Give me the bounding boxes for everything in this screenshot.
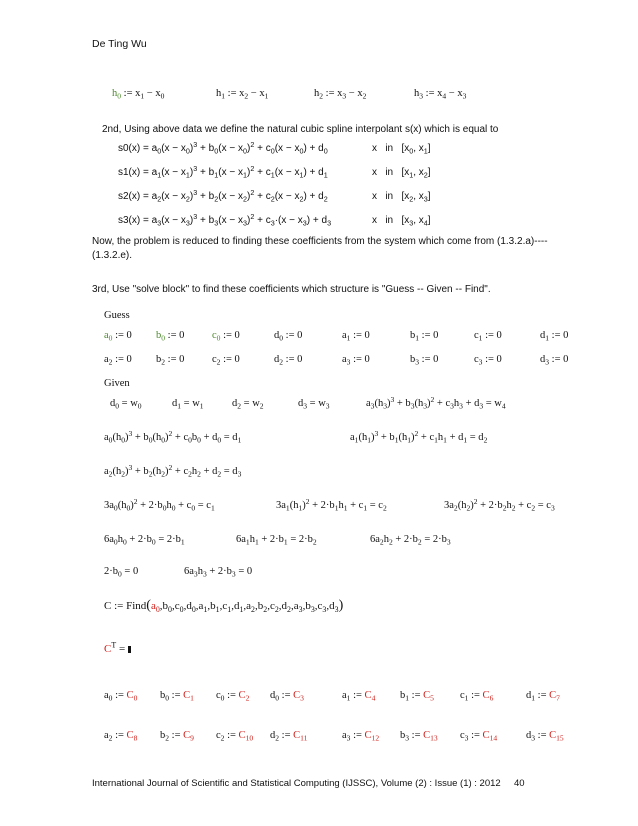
- assign-b2: $b_2$ := $C_9$: [160, 730, 194, 743]
- given-cont-2: $a_2(h_2)^3 + b_2(h_2)^2 + c_2h_2 + d_2 = d_3$: [104, 462, 242, 479]
- assign-a2: $a_2$ := $C_8$: [104, 730, 138, 743]
- given-d3: $d_3 = w_3$: [298, 398, 330, 411]
- assign-d3: $d_3$ := $C_{15}$: [526, 730, 564, 743]
- spline-interval-1: x in [$x_1$, $x_2$]: [372, 167, 431, 180]
- assign-b1: $b_1$ := $C_5$: [400, 690, 434, 703]
- given-d1-0: $3a_0(h_0)^2 + 2\cdot b_0h_0 + c_0 = c_1$: [104, 496, 215, 513]
- h-def-1: $h_1$ := $x_2 - x_1$: [216, 88, 269, 101]
- page-number: 40: [514, 778, 525, 789]
- assign-d1: $d_1$ := $C_7$: [526, 690, 560, 703]
- given-label: Given: [104, 378, 130, 389]
- guess-a0: $a_0$ := 0: [104, 330, 132, 343]
- find-args: $a_0,b_0,c_0,d_0,a_1,b_1,c_1,d_1,a_2,b_2,c_2,d_2,a_3,b_3,c_3,d_3$: [150, 600, 339, 614]
- spline-0: $s0(x) = a_0(x - x_0)^3 + b_0(x - x_0)^2 + c_0(x - x_0) + d_0$: [118, 140, 328, 156]
- guess-a3: $a_3$ := 0: [342, 354, 370, 367]
- given-d1-1: $3a_1(h_1)^2 + 2\cdot b_1h_1 + c_1 = c_2$: [276, 496, 387, 513]
- result-placeholder: [128, 646, 131, 653]
- author-header: De Ting Wu: [92, 38, 147, 50]
- given-d0: $d_0 = w_0$: [110, 398, 142, 411]
- assign-c2: $c_2$ := $C_{10}$: [216, 730, 254, 743]
- guess-label: Guess: [104, 310, 130, 321]
- step2-text: 2nd, Using above data we define the natural cubic spline interpolant s(x) which is equal to: [102, 124, 499, 135]
- guess-a2: $a_2$ := 0: [104, 354, 132, 367]
- guess-c1: $c_1$ := 0: [474, 330, 502, 343]
- assign-a3: $a_3$ := $C_{12}$: [342, 730, 380, 743]
- given-cont-1: $a_1(h_1)^3 + b_1(h_1)^2 + c_1h_1 + d_1 = d_2$: [350, 428, 488, 445]
- h-def-0: $h_0$ := $x_1 - x_0$: [112, 88, 165, 101]
- ct-result: [104, 640, 131, 655]
- guess-b1: $b_1$ := 0: [410, 330, 439, 343]
- given-d2-0: $6a_0h_0 + 2\cdot b_0 = 2\cdot b_1$: [104, 534, 185, 547]
- assign-b0: $b_0$ := $C_1$: [160, 690, 194, 703]
- h-def-3: $h_3$ := $x_4 - x_3$: [414, 88, 467, 101]
- ct-symbol: C: [104, 643, 112, 655]
- assign-c3: $c_3$ := $C_{14}$: [460, 730, 498, 743]
- spline-interval-2: x in [$x_2$, $x_3$]: [372, 191, 431, 204]
- ct-superscript: T: [111, 640, 117, 650]
- assign-c1: $c_1$ := $C_6$: [460, 690, 494, 703]
- guess-d2: $d_2$ := 0: [274, 354, 303, 367]
- guess-b0: $b_0$ := 0: [156, 330, 185, 343]
- guess-b2: $b_2$ := 0: [156, 354, 185, 367]
- guess-d3: $d_3$ := 0: [540, 354, 569, 367]
- guess-b3: $b_3$ := 0: [410, 354, 439, 367]
- ct-equals: =: [118, 643, 126, 655]
- assign-d0: $d_0$ := $C_3$: [270, 690, 304, 703]
- spline-3: $s3(x) = a_3(x - x_3)^3 + b_3(x - x_3)^2 + c_3\cdot(x - x_3) + d_3$: [118, 212, 332, 228]
- guess-c0: $c_0$ := 0: [212, 330, 240, 343]
- guess-d1: $d_1$ := 0: [540, 330, 569, 343]
- note-line1: Now, the problem is reduced to finding these coefficients from the system which come from (1.3.2.a)----: [92, 236, 548, 247]
- journal-footer: International Journal of Scientific and Statistical Computing (IJSSC), Volume (2) : Issue (1) : 2012: [92, 778, 501, 789]
- note-line2: (1.3.2.e).: [92, 250, 133, 261]
- given-d2-1: $6a_1h_1 + 2\cdot b_1 = 2\cdot b_2$: [236, 534, 317, 547]
- assign-a1: $a_1$ := $C_4$: [342, 690, 376, 703]
- spline-interval-3: x in [$x_3$, $x_4$]: [372, 215, 431, 228]
- guess-a1: $a_1$ := 0: [342, 330, 370, 343]
- given-d1: $d_1 = w_1$: [172, 398, 204, 411]
- guess-c2: $c_2$ := 0: [212, 354, 240, 367]
- assign-a0: $a_0$ := $C_0$: [104, 690, 138, 703]
- given-eq-w4: $a_3(h_3)^3 + b_3(h_3)^2 + c_3h_3 + d_3 = w_4$: [366, 394, 506, 411]
- guess-d0: $d_0$ := 0: [274, 330, 303, 343]
- spline-2: $s2(x) = a_2(x - x_2)^3 + b_2(x - x_2)^2 + c_2(x - x_2) + d_2$: [118, 188, 328, 204]
- given-cont-0: $a_0(h_0)^3 + b_0(h_0)^2 + c_0b_0 + d_0 = d_1$: [104, 428, 242, 445]
- assign-d2: $d_2$ := $C_{11}$: [270, 730, 308, 743]
- given-d2: $d_2 = w_2$: [232, 398, 264, 411]
- find-statement: C := $Find(a_0,b_0,c_0,d_0,a_1,b_1,c_1,d_1,a_2,b_2,c_2,d_2,a_3,b_3,c_3,d_3)$: [104, 598, 344, 614]
- given-bc-0: $2\cdot b_0 = 0$: [104, 566, 139, 579]
- spline-interval-0: x in [$x_0$, $x_1$]: [372, 143, 431, 156]
- given-bc-3: $6a_3h_3 + 2\cdot b_3 = 0$: [184, 566, 253, 579]
- assign-c0: $c_0$ := $C_2$: [216, 690, 250, 703]
- guess-c3: $c_3$ := 0: [474, 354, 502, 367]
- find-lhs: C := Find: [104, 600, 147, 612]
- h-def-2: $h_2$ := $x_3 - x_2$: [314, 88, 367, 101]
- assign-b3: $b_3$ := $C_{13}$: [400, 730, 438, 743]
- given-d2-2: $6a_2h_2 + 2\cdot b_2 = 2\cdot b_3$: [370, 534, 451, 547]
- step3-text: 3rd, Use "solve block" to find these coefficients which structure is "Guess -- Given -- Find".: [92, 284, 491, 295]
- spline-1: $s1(x) = a_1(x - x_1)^3 + b_1(x - x_1)^2 + c_1(x - x_1) + d_1$: [118, 164, 328, 180]
- given-d1-2: $3a_2(h_2)^2 + 2\cdot b_2h_2 + c_2 = c_3$: [444, 496, 555, 513]
